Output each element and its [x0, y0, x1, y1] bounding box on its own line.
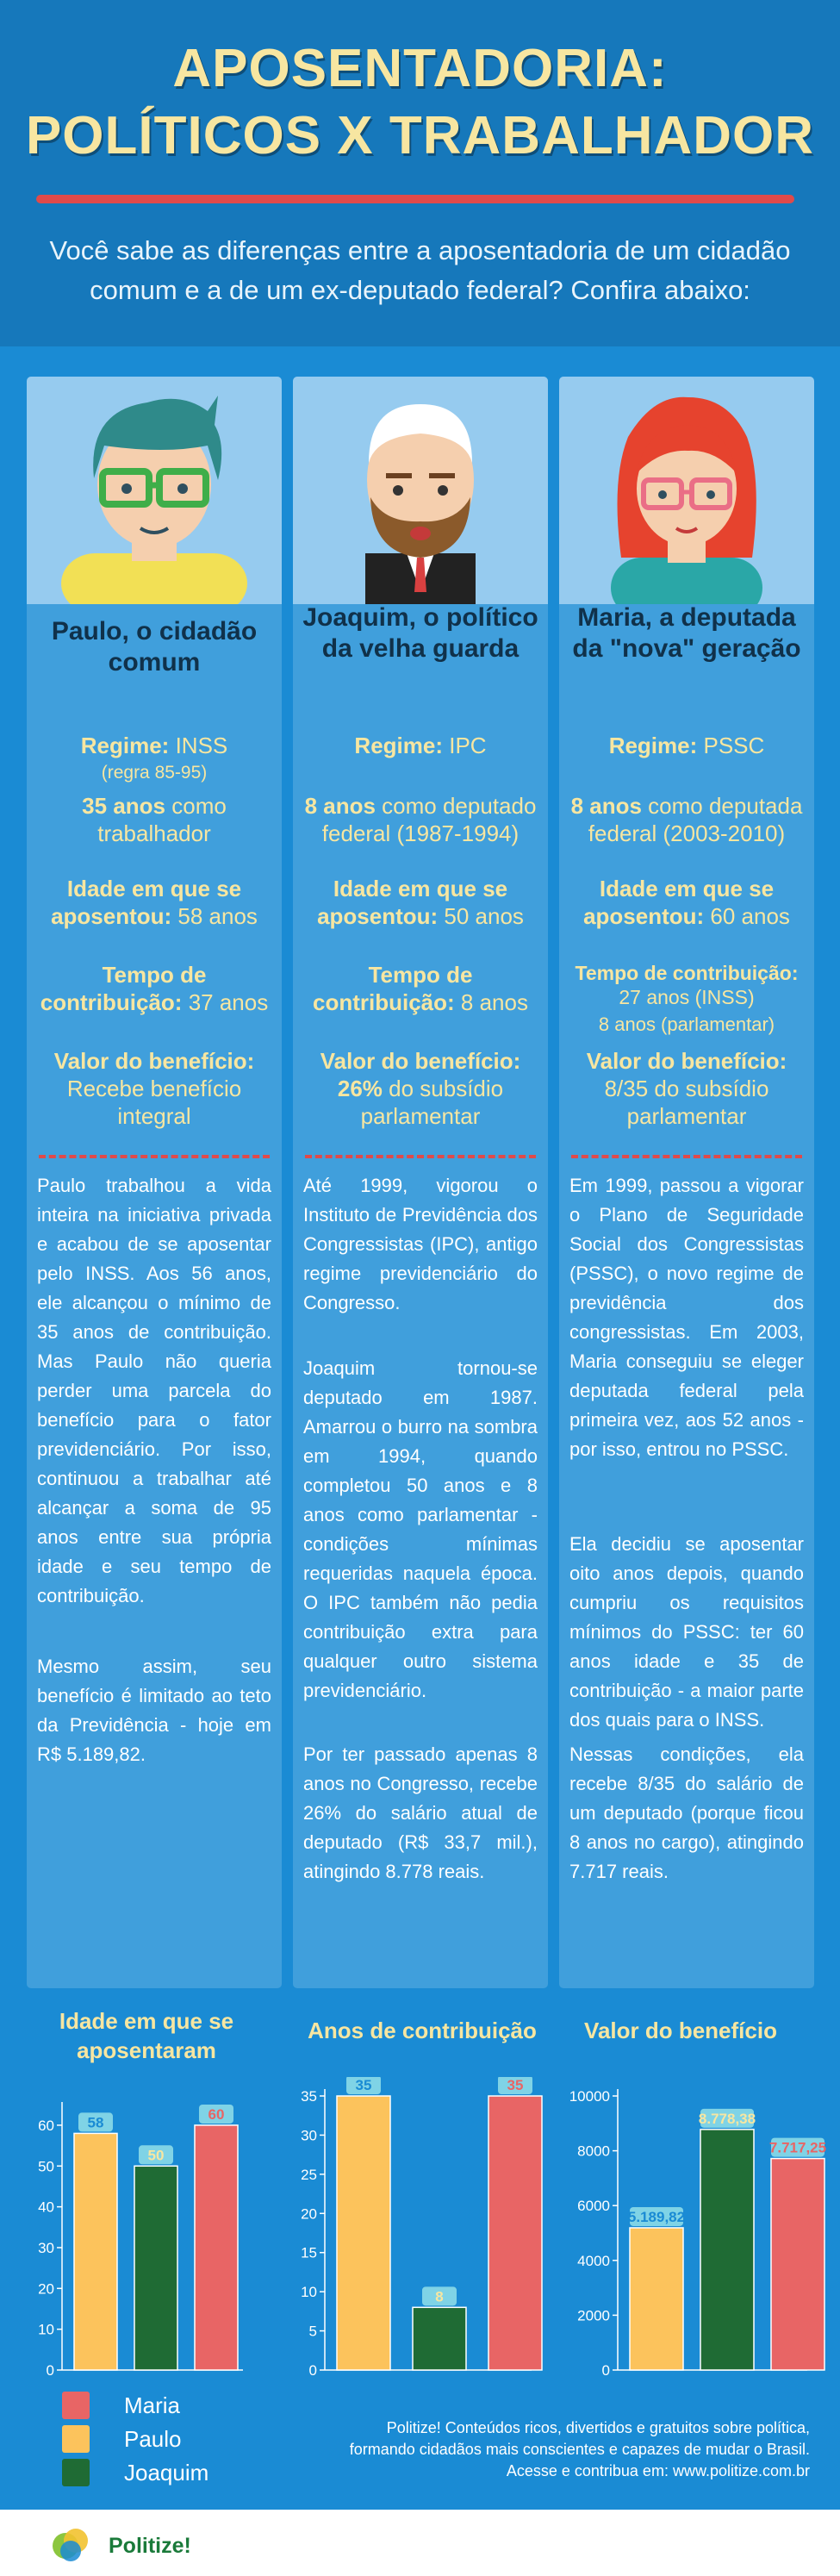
card-maria — [559, 377, 814, 1988]
y-tick-label: 20 — [38, 2280, 54, 2298]
maria-years-rest: como deputada federal (2003-2010) — [588, 793, 803, 846]
footer-line-2: formando cidadãos mais conscientes e capazes de mudar o Brasil. — [349, 2441, 810, 2458]
title-line-1: APOSENTADORIA: — [172, 39, 668, 98]
intro-text: Você sabe as diferenças entre a aposentadoria de um cidadão comum e a de um ex-deputado federal? Confira abaixo: — [49, 235, 791, 305]
joaquim-paragraph-1: Até 1999, vigorou o Instituto de Previdência dos Congressistas (IPC), antigo regime previdenciário do Congresso. — [303, 1175, 538, 1313]
y-tick-label: 30 — [38, 2239, 54, 2256]
maria-age-value: 60 anos — [710, 903, 790, 929]
joaquim-name: Joaquim, o político da velha guarda — [302, 603, 538, 663]
legend-joaquim — [62, 2458, 208, 2487]
joaquim-years-bold: 8 anos — [304, 793, 376, 819]
politize-logo-icon — [50, 2522, 93, 2565]
maria-divider — [571, 1155, 802, 1158]
value-label-joaquim: 50 — [147, 2147, 165, 2164]
value-label-maria: 35 — [507, 2077, 524, 2093]
paulo-portrait — [27, 377, 282, 604]
chart-1-title: Idade em que se aposentaram — [59, 2008, 234, 2063]
y-tick-label: 10 — [38, 2321, 54, 2338]
chart-age — [0, 2077, 284, 2379]
joaquim-paragraph-3: Por ter passado apenas 8 anos no Congresso, recebe 26% do salário atual de deputado (R$ 33,7 mil.), atingindo 8.778 reais. — [303, 1743, 538, 1882]
joaquim-portrait — [293, 377, 548, 604]
y-tick-label: 8000 — [577, 2143, 610, 2160]
paulo-contrib-value: 37 anos — [188, 989, 269, 1015]
maria-age-label: Idade em que se aposentou: — [583, 876, 775, 929]
legend-maria-label: Maria — [124, 2392, 181, 2418]
y-tick-label: 4000 — [577, 2252, 610, 2269]
brand-name: Politize! — [109, 2534, 191, 2558]
y-tick-label: 30 — [301, 2127, 317, 2144]
y-tick-label: 0 — [46, 2362, 54, 2379]
y-tick-label: 60 — [38, 2117, 54, 2134]
footer-line-3: Acesse e contribua em: www.politize.com.br — [506, 2462, 810, 2479]
y-tick-label: 5 — [308, 2323, 317, 2340]
maria-contrib-value: 27 anos (INSS) — [619, 986, 755, 1008]
value-label-paulo: 58 — [87, 2114, 104, 2131]
bar-paulo — [630, 2228, 683, 2370]
joaquim-benefit-value: do subsídio parlamentar — [360, 1076, 504, 1129]
maria-portrait — [559, 377, 814, 604]
paulo-regime-value: INSS — [175, 733, 228, 758]
bar-joaquim — [700, 2130, 754, 2370]
joaquim-years-rest: como deputado federal (1987-1994) — [321, 793, 537, 846]
bar-maria — [488, 2096, 542, 2370]
title-line-2: POLÍTICOS X TRABALHADOR — [25, 106, 815, 165]
bar-joaquim — [134, 2166, 177, 2370]
chart-contribution — [280, 2077, 564, 2379]
maria-paragraph-2: Ela decidiu se aposentar oito anos depois, quando cumpriu os requisitos mínimos do PSSC: ter 60 anos idade e 35 de contribuição - a maior parte dos quais para o INSS. — [569, 1533, 804, 1731]
maria-name: Maria, a deputada da "nova" geração — [572, 603, 801, 663]
footer-text — [345, 2417, 810, 2482]
maria-benefit-label: Valor do benefício: — [586, 1048, 787, 1074]
chart-3-title: Valor do benefício — [584, 2018, 777, 2043]
joaquim-benefit-label: Valor do benefício: — [320, 1048, 521, 1074]
legend-paulo-swatch — [62, 2425, 90, 2453]
legend-paulo — [62, 2424, 182, 2454]
maria-paragraph-3: Nessas condições, ela recebe 8/35 do salário de um deputado (porque ficou 8 anos no cargo), atingindo 7.717 reais. — [569, 1743, 804, 1882]
paulo-age-label: Idade em que se aposentou: — [51, 876, 242, 929]
paulo-divider — [39, 1155, 270, 1158]
card-joaquim — [293, 377, 548, 1988]
maria-regime-value: PSSC — [703, 733, 765, 758]
y-tick-label: 10000 — [569, 2088, 610, 2105]
bar-paulo — [74, 2133, 117, 2370]
paulo-age-value: 58 anos — [177, 903, 258, 929]
footer-line-1: Politize! Conteúdos ricos, divertidos e gratuitos sobre política, — [386, 2419, 810, 2436]
legend-maria-swatch — [62, 2392, 90, 2419]
paulo-benefit-label: Valor do benefício: — [53, 1048, 255, 1074]
maria-regime-label: Regime: — [608, 733, 698, 758]
value-label-maria: 7.717,25 — [768, 2139, 827, 2156]
y-tick-label: 20 — [301, 2205, 317, 2223]
value-label-maria: 60 — [208, 2105, 225, 2123]
y-tick-label: 50 — [38, 2158, 54, 2175]
paulo-name: Paulo, o cidadão comum — [51, 617, 258, 677]
y-tick-label: 40 — [38, 2199, 54, 2216]
chart-benefit — [556, 2077, 840, 2379]
legend-joaquim-label: Joaquim — [124, 2459, 209, 2486]
joaquim-contrib-value: 8 anos — [460, 989, 528, 1015]
maria-years-bold: 8 anos — [570, 793, 642, 819]
maria-contrib-note: 8 anos (parlamentar) — [598, 1014, 775, 1035]
joaquim-avatar-icon — [293, 377, 548, 604]
joaquim-paragraph-2: Joaquim tornou-se deputado em 1987. Amarrou o burro na sombra em 1994, quando completou 50 anos e 8 anos como parlamentar - condições mínimas requeridas naquela época. O IPC também não pedia contribuição extra para qualquer outro sistema previdenciário. — [303, 1357, 538, 1701]
legend-maria — [62, 2391, 180, 2420]
paulo-paragraph-2: Mesmo assim, seu benefício é limitado ao teto da Previdência - hoje em R$ 5.189,82. — [37, 1656, 271, 1765]
value-label-paulo: 35 — [355, 2077, 372, 2093]
joaquim-divider — [305, 1155, 536, 1158]
value-label-joaquim: 8 — [435, 2288, 444, 2305]
y-tick-label: 35 — [301, 2088, 317, 2105]
paulo-years-bold: 35 anos — [82, 793, 165, 819]
joaquim-age-value: 50 anos — [444, 903, 524, 929]
y-tick-label: 6000 — [577, 2198, 610, 2215]
bar-maria — [195, 2125, 238, 2370]
card-paulo — [27, 377, 282, 1988]
value-label-paulo: 5.189,82 — [627, 2208, 686, 2225]
header — [0, 0, 840, 346]
bar-maria — [771, 2159, 824, 2370]
maria-avatar-icon — [559, 377, 814, 604]
maria-benefit-value: 8/35 do subsídio parlamentar — [604, 1076, 769, 1129]
legend-paulo-label: Paulo — [124, 2425, 182, 2452]
y-tick-label: 0 — [601, 2362, 610, 2379]
paulo-avatar-icon — [27, 377, 282, 604]
paulo-years-rest: como trabalhador — [97, 793, 227, 846]
y-tick-label: 25 — [301, 2166, 317, 2183]
y-tick-label: 2000 — [577, 2307, 610, 2324]
joaquim-benefit-bold: 26% — [337, 1076, 383, 1101]
paulo-regime-label: Regime: — [80, 733, 170, 758]
maria-contrib-label: Tempo de contribuição: — [575, 962, 799, 984]
maria-paragraph-1: Em 1999, passou a vigorar o Plano de Seguridade Social dos Congressistas (PSSC), o novo regime de previdência dos congressistas. Em 2003, Maria conseguiu se eleger deputada federal pela primeira vez, aos 52 anos - por isso, entrou no PSSC. — [569, 1175, 804, 1460]
value-label-joaquim: 8.778,38 — [698, 2110, 756, 2127]
joaquim-age-label: Idade em que se aposentou: — [317, 876, 508, 929]
y-tick-label: 10 — [301, 2284, 317, 2301]
bar-paulo — [337, 2096, 390, 2370]
joaquim-regime-value: IPC — [449, 733, 487, 758]
paulo-paragraph-1: Paulo trabalhou a vida inteira na iniciativa privada e acabou de se aposentar pelo INSS. Aos 56 anos, ele alcançou o mínimo de 35 anos de contribuição. Mas Paulo não queria perder uma parcela do benefício para o fator previdenciário. Por isso, continuou a trabalhar até alcançar a soma de 95 anos entre sua própria idade e seu tempo de contribuição. — [37, 1175, 271, 1606]
title-divider — [36, 195, 794, 203]
y-tick-label: 15 — [301, 2244, 317, 2261]
bar-joaquim — [413, 2307, 466, 2370]
chart-2-title: Anos de contribuição — [308, 2018, 537, 2043]
joaquim-regime-label: Regime: — [354, 733, 443, 758]
paulo-contrib-label: Tempo de contribuição: — [40, 962, 207, 1015]
joaquim-contrib-label: Tempo de contribuição: — [313, 962, 473, 1015]
paulo-benefit-value: Recebe benefício integral — [66, 1076, 242, 1129]
legend-joaquim-swatch — [62, 2459, 90, 2486]
paulo-regime-note: (regra 85-95) — [101, 763, 208, 783]
y-tick-label: 0 — [308, 2362, 317, 2379]
